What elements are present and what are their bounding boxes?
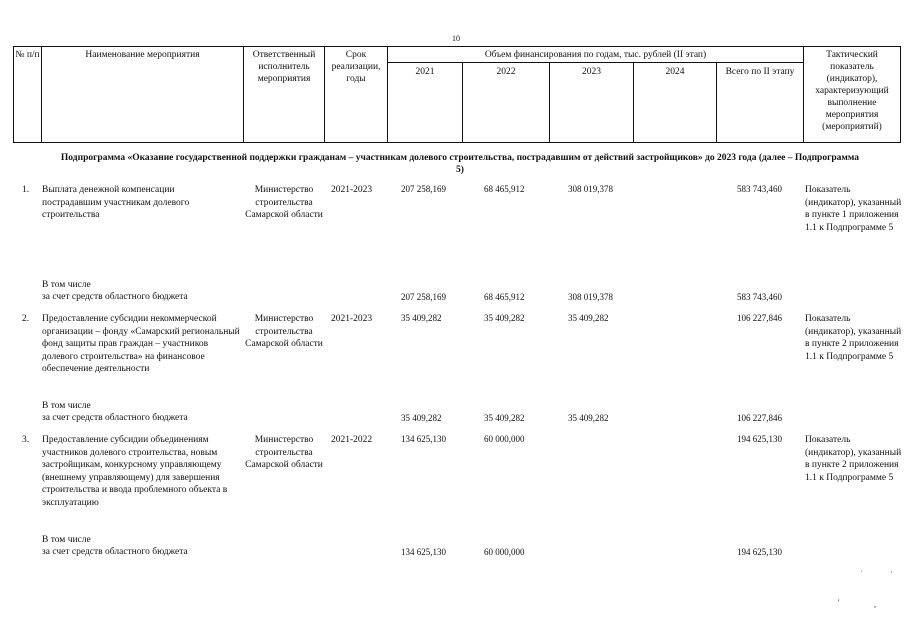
row-name: Предоставление субсидии некоммерческой организации – фонду «Самарский региональный фонд защиты прав граждан – участников долевого строительства» на финансовое обеспечение деятельности [42,314,240,374]
row-incl-label: В том числе [42,535,91,545]
row-incl-label: В том числе [42,280,91,290]
scan-speck: · [890,568,893,577]
header-2024: 2024 [665,67,685,77]
scan-speck: ˙ [860,569,863,578]
row-responsible: Министерство строительства Самарской области [245,314,323,349]
row-indicator: Показатель (индикатор), указанный в пункте 2 приложения 1.1 к Подпрограмме 5 [805,314,902,362]
row-source-2023: 308 019,378 [568,292,613,302]
row-responsible: Министерство строительства Самарской области [245,435,323,470]
row-indicator: Показатель (индикатор), указанный в пункте 2 приложения 1.1 к Подпрограмме 5 [805,435,902,483]
row-value-total: 194 625,130 [737,434,782,444]
header-no: № п/п [15,50,40,60]
header-2021: 2021 [415,67,435,77]
section-title: Подпрограмма «Оказание государственной поддержки гражданам – участникам долевого строительства, пострадавшим от действий застройщиков» до 2023 года (далее – Подпрограмма 5) [60,153,860,175]
row-value-2023: 35 409,282 [568,313,609,323]
header-2022: 2022 [496,67,516,77]
row-indicator: Показатель (индикатор), указанный в пункте 1 приложения 1.1 к Подпрограмме 5 [805,185,902,233]
row-source-label: за счет средств областного бюджета [42,547,188,557]
row-value-2022: 35 409,282 [484,313,525,323]
header-indicator: Тактический показатель (индикатор), характеризующий выполнение мероприятия (мероприятий) [815,50,889,132]
row-source-2021: 134 625,130 [401,547,446,557]
row-number: 1. [22,185,30,195]
scan-speck: , [874,600,876,609]
row-term: 2021-2023 [331,314,373,324]
scan-speck: ' [838,598,840,607]
row-responsible: Министерство строительства Самарской области [245,185,323,220]
row-value-2021: 134 625,130 [401,434,446,444]
row-value-total: 106 227,846 [737,313,782,323]
row-term: 2021-2022 [331,435,373,445]
row-name: Предоставление субсидии объединениям участников долевого строительства, новым застройщикам, конкурсному управляющему (внешнему управляющему) для завершения строительства и ввода проблемного объекта в эксплуатацию [42,435,228,508]
row-incl-label: В том числе [42,401,91,411]
row-number: 3. [22,435,30,445]
page-number: 10 [452,34,460,43]
row-source-2021: 207 258,169 [401,292,446,302]
header-2023: 2023 [582,67,601,77]
row-value-2021: 207 258,169 [401,184,446,194]
header-name: Наименование мероприятия [85,50,200,60]
row-source-total: 583 743,460 [737,292,782,302]
header-responsible: Ответственный исполнитель мероприятия [252,50,316,84]
row-source-total: 106 227,846 [737,413,782,423]
row-value-2023: 308 019,378 [568,184,613,194]
header-total: Всего по II этапу [725,67,795,77]
header-funding: Объем финансирования по годам, тыс. рублей (II этап) [484,50,707,60]
row-source-2022: 35 409,282 [484,413,525,423]
row-source-label: за счет средств областного бюджета [42,292,188,302]
row-source-total: 194 625,130 [737,547,782,557]
row-number: 2. [22,314,30,324]
table-header [13,46,901,143]
row-source-2022: 68 465,912 [484,292,525,302]
row-source-2021: 35 409,282 [401,413,442,423]
row-value-2022: 68 465,912 [484,184,525,194]
row-value-total: 583 743,460 [737,184,782,194]
row-value-2021: 35 409,282 [401,313,442,323]
row-name: Выплата денежной компенсации пострадавшим участникам долевого строительства [42,185,190,220]
row-source-label: за счет средств областного бюджета [42,413,188,423]
row-term: 2021-2023 [331,185,373,195]
header-term: Срок реализации, годы [331,50,381,84]
row-value-2022: 60 000,000 [484,434,525,444]
row-source-2022: 60 000,000 [484,547,525,557]
row-source-2023: 35 409,282 [568,413,609,423]
